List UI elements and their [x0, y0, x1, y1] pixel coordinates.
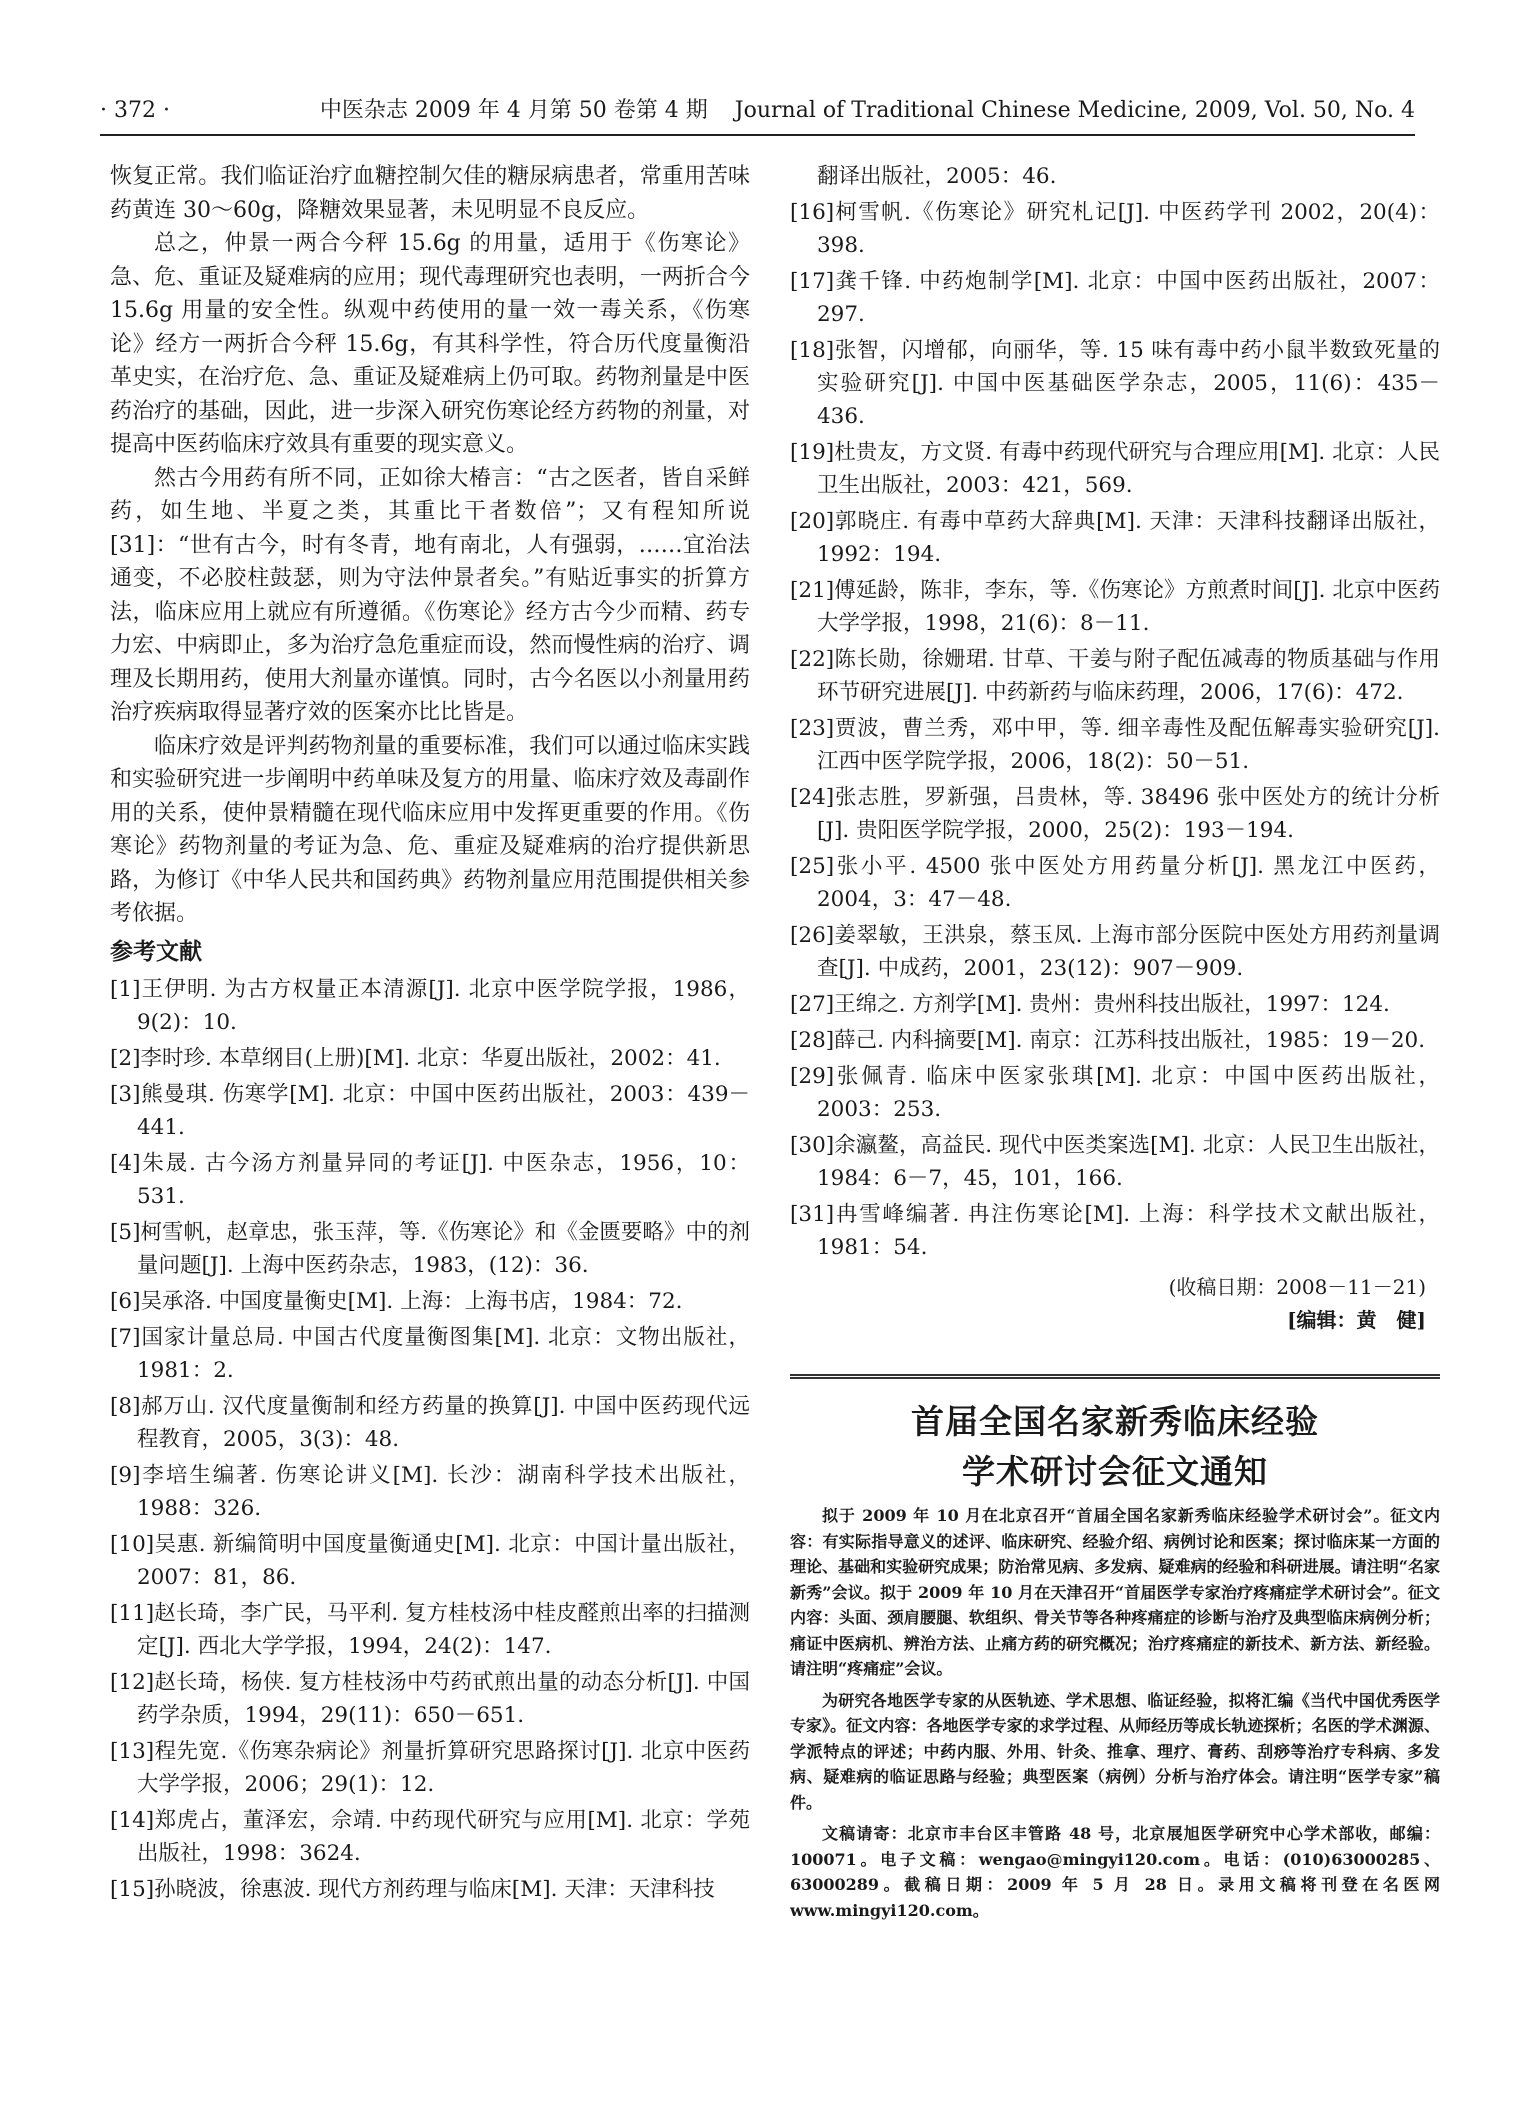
reference-item: [28]薛己. 内科摘要[M]. 南京：江苏科技出版社，1985：19－20. — [790, 1028, 1426, 1053]
reference-item: [27]王绵之. 方剂学[M]. 贵州：贵州科技出版社，1997：124. — [790, 992, 1390, 1017]
body-paragraph: 然古今用药有所不同，正如徐大椿言：“古之医者，皆自采鲜药，如生地、半夏之类，其重比干者数倍”；又有程知所说[31]：“世有古今，时有冬青，地有南北，人有强弱，……宜治法通变，不必胶柱鼓瑟，则为守法仲景者矣。”有贴近事实的折算方法，临床应用上就应有所遵循。《伤寒论》经方古今少而精、药专力宏、中病即止，多为治疗急危重症而设，然而慢性病的治疗、调理及长期用药，使用大剂量亦谨慎。同时，古今名医以小剂量用药治疗疾病取得显著疗效的医案亦比比皆是。 — [110, 465, 750, 725]
notice-paragraph: 文稿请寄：北京市丰台区丰管路 48 号，北京展旭医学研究中心学术部收，邮编：100071。电子文稿：wengao@mingyi120.com。电话：(010)63000285、63000289。截稿日期：2009 年 5 月 28 日。录用文稿将刊登在名医网 www.mingyi120.com。 — [790, 1824, 1440, 1920]
reference-item: [3]熊曼琪. 伤寒学[M]. 北京：中国中医药出版社，2003：439－441. — [110, 1081, 750, 1140]
body-paragraph: 总之，仲景一两合今秤 15.6g 的用量，适用于《伤寒论》急、危、重证及疑难病的应用；现代毒理研究也表明，一两折合今 15.6g 用量的安全性。纵观中药使用的量一效一毒关系，《伤寒论》经方一两折合今秤 15.6g，有其科学性，符合历代度量衡沿革史实，在治疗危、急、重证及疑难病上仍可取。药物剂量是中医药治疗的基础，因此，进一步深入研究伤寒论经方药物的剂量，对提高中医药临床疗效具有重要的现实意义。 — [110, 231, 750, 457]
left-column — [110, 160, 750, 1909]
reference-item: [20]郭晓庄. 有毒中草药大辞典[M]. 天津：天津科技翻译出版社，1992：194. — [790, 509, 1440, 567]
reference-item: [1]王伊明. 为古方权量正本清源[J]. 北京中医学院学报，1986，9(2)：10. — [110, 976, 750, 1035]
reference-item: [17]龚千锋. 中药炮制学[M]. 北京：中国中医药出版社，2007：297. — [790, 269, 1440, 327]
right-column — [790, 160, 1440, 1927]
notice-paragraph: 拟于 2009 年 10 月在北京召开“首届全国名家新秀临床经验学术研讨会”。征文内容：有实际指导意义的述评、临床研究、经验介绍、病例讨论和医案；探讨临床某一方面的理论、基础和实验研究成果；防治常见病、多发病、疑难病的经验和科研进展。请注明“名家新秀”会议。拟于 2009 年 10 月在天津召开“首届医学专家治疗疼痛症学术研讨会”。征文内容：头面、颈肩腰腿、软组织、骨关节等各种疼痛症的诊断与治疗及典型临床病例分析；痛证中医病机、辨治方法、止痛方药的研究概况；治疗疼痛症的新技术、新方法、新经验。请注明“疼痛症”会议。 — [790, 1506, 1440, 1678]
reference-item: [30]余瀛鳌，高益民. 现代中医类案选[M]. 北京：人民卫生出版社，1984：6－7，45，101，166. — [790, 1133, 1440, 1191]
reference-item: [2]李时珍. 本草纲目(上册)[M]. 北京：华夏出版社，2002：41. — [110, 1045, 721, 1071]
notice-paragraph: 为研究各地医学专家的从医轨迹、学术思想、临证经验，拟将汇编《当代中国优秀医学专家》。征文内容：各地医学专家的求学过程、从师经历等成长轨迹探析；名医的学术渊源、学派特点的评述；中药内服、外用、针灸、推拿、理疗、膏药、刮痧等治疗专科病、多发病、疑难病的临证思路与经验；典型医案（病例）分析与治疗体会。请注明“医学专家”稿件。 — [790, 1690, 1440, 1812]
page-number: · 372 · — [100, 98, 170, 123]
reference-item: [7]国家计量总局. 中国古代度量衡图集[M]. 北京：文物出版社，1981：2. — [110, 1324, 750, 1383]
header-rule — [100, 134, 1415, 136]
reference-item: [15]孙晓波，徐惠波. 现代方剂药理与临床[M]. 天津：天津科技 — [110, 1876, 715, 1902]
reference-item: [16]柯雪帆.《伤寒论》研究札记[J]. 中医药学刊 2002，20(4)：398. — [790, 200, 1440, 258]
body-paragraph: 临床疗效是评判药物剂量的重要标准，我们可以通过临床实践和实验研究进一步阐明中药单味及复方的用量、临床疗效及毒副作用的关系，使仲景精髓在现代临床应用中发挥更重要的作用。《伤寒论》药物剂量的考证为急、危、重症及疑难病的治疗提供新思路，为修订《中华人民共和国药典》药物剂量应用范围提供相关参考依据。 — [110, 733, 750, 926]
reference-item: [21]傅延龄，陈非，李东，等.《伤寒论》方煎煮时间[J]. 北京中医药大学学报，1998，21(6)：8－11. — [790, 578, 1440, 636]
editor-credit: [编辑：黄 健] — [1287, 1308, 1426, 1332]
reference-list-right — [790, 160, 1440, 1264]
reference-item: [23]贾波，曹兰秀，邓中甲，等. 细辛毒性及配伍解毒实验研究[J]. 江西中医学院学报，2006，18(2)：50－51. — [790, 716, 1440, 774]
reference-item: [5]柯雪帆，赵章忠，张玉萍，等.《伤寒论》和《金匮要略》中的剂量问题[J]. 上海中医药杂志，1983，(12)：36. — [110, 1219, 750, 1278]
reference-item: [24]张志胜，罗新强，吕贵林，等. 38496 张中医处方的统计分析[J]. 贵阳医学院学报，2000，25(2)：193－194. — [790, 785, 1440, 843]
reference-item: [11]赵长琦，李广民，马平利. 复方桂枝汤中桂皮醛煎出率的扫描测定[J]. 西北大学学报，1994，24(2)：147. — [110, 1600, 750, 1659]
body-paragraph: 恢复正常。我们临证治疗血糖控制欠佳的糖尿病患者，常重用苦味药黄连 30～60g，降糖效果显著，未见明显不良反应。 — [110, 164, 750, 223]
reference-item: [31]冉雪峰编著. 冉注伤寒论[M]. 上海：科学技术文献出版社，1981：54. — [790, 1202, 1440, 1260]
references-heading: 参考文献 — [110, 938, 202, 965]
notice-title-line: 首届全国名家新秀临床经验 — [911, 1402, 1319, 1441]
reference-item: [18]张智，闪增郁，向丽华，等. 15 味有毒中药小鼠半数致死量的实验研究[J]. 中国中医基础医学杂志，2005，11(6)：435－436. — [790, 338, 1440, 429]
reference-item: [19]杜贵友，方文贤. 有毒中药现代研究与合理应用[M]. 北京：人民卫生出版社，2003：421，569. — [790, 440, 1440, 498]
reference-item: [12]赵长琦，杨侠. 复方桂枝汤中芍药甙煎出量的动态分析[J]. 中国药学杂质，1994，29(11)：650－651. — [110, 1669, 750, 1728]
received-date: (收稿日期：2008－11－21) — [1168, 1275, 1426, 1299]
reference-item: [29]张佩青. 临床中医家张琪[M]. 北京：中国中医药出版社，2003：253. — [790, 1064, 1440, 1122]
reference-item: [25]张小平. 4500 张中医处方用药量分析[J]. 黑龙江中医药，2004，3：47－48. — [790, 854, 1440, 912]
running-header — [100, 96, 1415, 138]
journal-title — [320, 96, 1415, 126]
section-divider — [790, 1374, 1440, 1379]
reference-item: [10]吴惠. 新编简明中国度量衡通史[M]. 北京：中国计量出版社，2007：81，86. — [110, 1531, 750, 1590]
reference-item: [13]程先宽.《伤寒杂病论》剂量折算研究思路探讨[J]. 北京中医药大学学报，2006；29(1)：12. — [110, 1738, 750, 1797]
reference-list-left — [110, 973, 750, 1906]
reference-item: [26]姜翠敏，王洪泉，蔡玉凤. 上海市部分医院中医处方用药剂量调查[J]. 中成药，2001，23(12)：907－909. — [790, 923, 1440, 981]
journal-title-cn: 中医杂志 2009 年 4 月第 50 卷第 4 期 — [319, 98, 708, 123]
reference-item: [9]李培生编著. 伤寒论讲义[M]. 长沙：湖南科学技术出版社，1988：326. — [110, 1462, 750, 1521]
journal-title-en: Journal of Traditional Chinese Medicine, 2009, Vol. 50, No. 4 — [734, 98, 1415, 123]
reference-item: [8]郝万山. 汉代度量衡制和经方药量的换算[J]. 中国中医药现代远程教育，2005，3(3)：48. — [110, 1393, 750, 1452]
reference-item: [22]陈长勋，徐姗珺. 甘草、干姜与附子配伍减毒的物质基础与作用环节研究进展[J]. 中药新药与临床药理，2006，17(6)：472. — [790, 647, 1440, 705]
reference-item: [14]郑虎占，董泽宏，佘靖. 中药现代研究与应用[M]. 北京：学苑出版社，1998：3624. — [110, 1807, 750, 1866]
reference-continuation: 翻译出版社，2005：46. — [817, 164, 1057, 189]
reference-item: [4]朱晟. 古今汤方剂量异同的考证[J]. 中医杂志，1956，10：531. — [110, 1150, 750, 1209]
notice-title-line: 学术研讨会征文通知 — [962, 1452, 1268, 1491]
notice-title — [790, 1397, 1440, 1497]
reference-item: [6]吴承洛. 中国度量衡史[M]. 上海：上海书店，1984：72. — [110, 1288, 683, 1314]
